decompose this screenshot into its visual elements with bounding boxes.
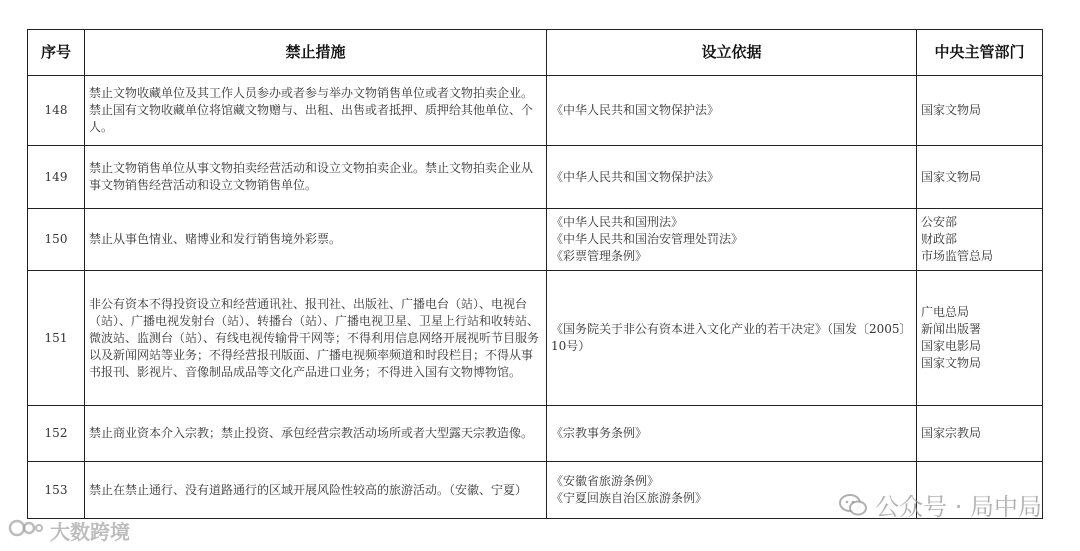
row-basis (547, 271, 917, 406)
department-item: 市场监管总局 (921, 249, 994, 263)
row-measure: 禁止从事色情业、赌博业和发行销售境外彩票。 (85, 209, 547, 271)
table-header-row (28, 30, 1043, 76)
measures-table (27, 29, 1043, 519)
department-item: 财政部 (921, 232, 958, 246)
brand-logo (8, 516, 130, 545)
table-row (28, 209, 1043, 271)
department-item: 国家文物局 (921, 103, 982, 117)
row-measure: 非公有资本不得投资设立和经营通讯社、报刊社、出版社、广播电台（站）、电视台（站）、广播电视发射台（站）、转播台（站）、广播电视卫星、卫星上行站和收转站、微波站、监测台（站）、有线电视传输骨干网等；不得利用信息网络开展视听节目服务以及新闻网站等业务；不得经营报刊版面、广播电视频率频道和时段栏目；不得从事书报刊、影视片、音像制品成品等文化产品进口业务；不得进入国有文物博物馆。 (85, 271, 547, 406)
basis-item: 《宗教事务条例》 (551, 426, 648, 440)
row-measure: 禁止文物销售单位从事文物拍卖经营活动和设立文物拍卖企业。禁止文物拍卖企业从事文物销售经营活动和设立文物销售单位。 (85, 146, 547, 209)
basis-item: 《彩票管理条例》 (551, 249, 648, 263)
row-basis (547, 146, 917, 209)
department-item: 广电总局 (921, 305, 970, 319)
table-row (28, 146, 1043, 209)
logo-text: 大数跨境 (50, 520, 130, 544)
department-item: 国家宗教局 (921, 426, 982, 440)
logo-icon (8, 518, 44, 543)
department-item: 国家文物局 (921, 169, 982, 184)
row-measure: 禁止商业资本介入宗教；禁止投资、承包经营宗教活动场所或者大型露天宗教造像。 (85, 406, 547, 462)
row-department (917, 209, 1043, 271)
basis-item: 《国务院关于非公有资本进入文化产业的若干决定》（国发〔2005〕10号） (551, 322, 912, 353)
table-row (28, 271, 1043, 406)
row-department (917, 146, 1043, 209)
header-basis: 设立依据 (547, 30, 917, 76)
table-row (28, 76, 1043, 146)
row-number: 153 (28, 462, 85, 519)
row-number: 148 (28, 76, 85, 146)
row-department (917, 406, 1043, 462)
basis-item: 《中华人民共和国刑法》 (551, 215, 684, 229)
row-department (917, 76, 1043, 146)
row-basis (547, 406, 917, 462)
row-measure: 禁止在禁止通行、没有道路通行的区域开展风险性较高的旅游活动。（安徽、宁夏） (85, 462, 547, 519)
department-item: 公安部 (921, 215, 958, 229)
wechat-watermark (839, 487, 1042, 522)
row-number: 151 (28, 271, 85, 406)
header-measure: 禁止措施 (85, 30, 547, 76)
basis-item: 《中华人民共和国文物保护法》 (551, 169, 720, 184)
row-department (917, 271, 1043, 406)
watermark-text: 公众号 · 局中局 (875, 493, 1042, 521)
row-number: 152 (28, 406, 85, 462)
row-number: 150 (28, 209, 85, 271)
basis-item: 《中华人民共和国治安管理处罚法》 (551, 232, 744, 246)
department-item: 国家文物局 (921, 356, 982, 370)
row-measure: 禁止文物收藏单位及其工作人员参办或者参与举办文物销售单位或者文物拍卖企业。禁止国有文物收藏单位将馆藏文物赠与、出租、出售或者抵押、质押给其他单位、个人。 (85, 76, 547, 146)
wechat-icon (839, 494, 867, 516)
basis-item: 《安徽省旅游条例》 (551, 474, 660, 488)
header-number: 序号 (28, 30, 85, 76)
header-department: 中央主管部门 (917, 30, 1043, 76)
basis-item: 《中华人民共和国文物保护法》 (551, 103, 720, 117)
basis-item: 《宁夏回族自治区旅游条例》 (551, 491, 708, 505)
table-row (28, 406, 1043, 462)
row-basis (547, 76, 917, 146)
department-item: 国家电影局 (921, 339, 982, 353)
department-item: 新闻出版署 (921, 322, 982, 336)
row-number: 149 (28, 146, 85, 209)
row-basis (547, 209, 917, 271)
